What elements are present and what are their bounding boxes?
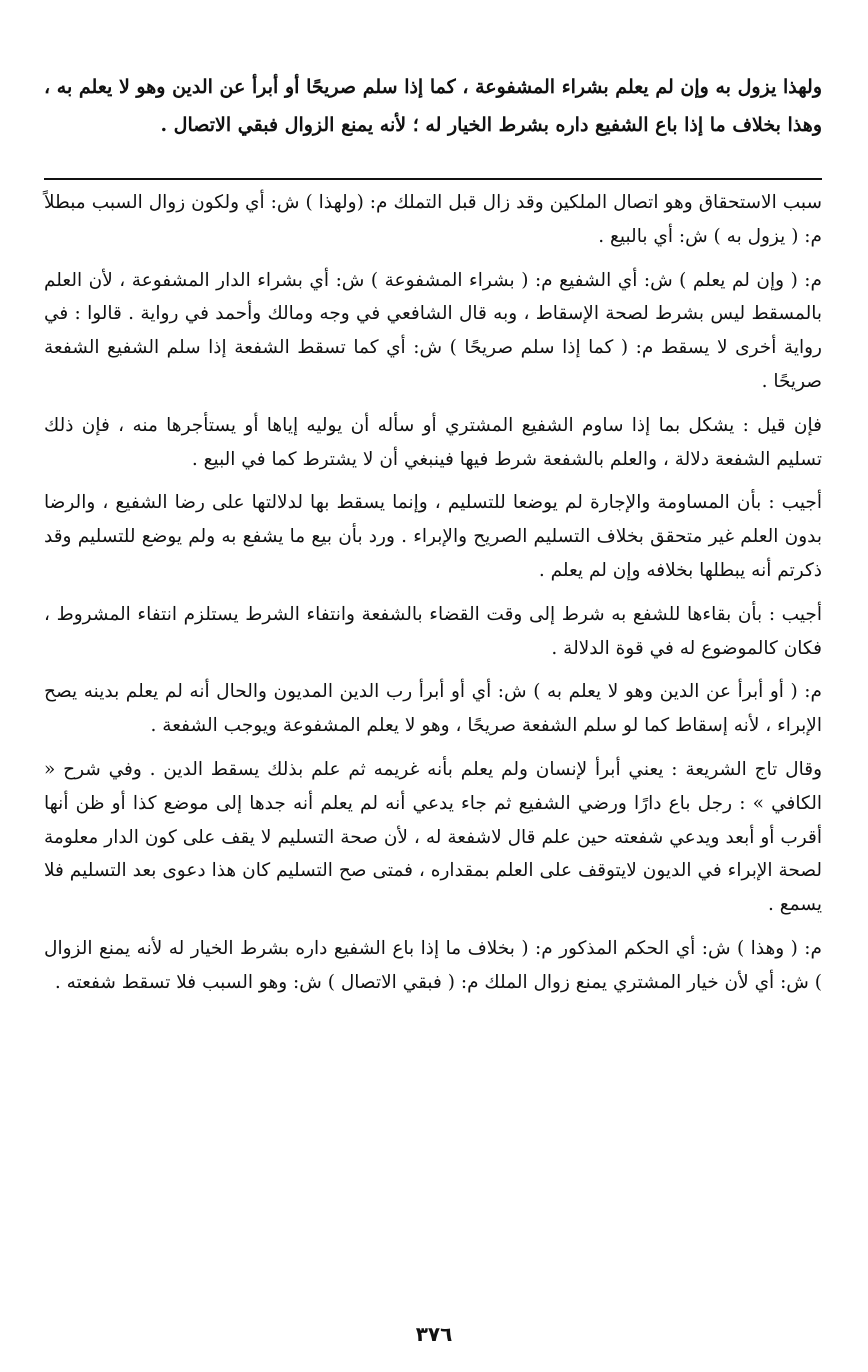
commentary-paragraph: م: ( وهذا ) ش: أي الحكم المذكور م: ( بخلاف ما إذا باع الشفيع داره بشرط الخيار له لأنه يمنع الزوال ) ش: أي لأن خيار المشتري يمنع زوال الملك م: ( فبقي الاتصال ) ش: وهو السبب فلا تسقط شفعته . bbox=[44, 937, 822, 993]
separator-rule bbox=[44, 178, 822, 180]
commentary-paragraph: سبب الاستحقاق وهو اتصال الملكين وقد زال قبل التملك م: (ولهذا ) ش: أي ولكون زوال السبب مبطلاً م: ( يزول به ) ش: أي بالبيع . bbox=[44, 192, 822, 247]
commentary-paragraph: فإن قيل : يشكل بما إذا ساوم الشفيع المشتري أو سأله أن يوليه إياها أو يستأجرها منه ، فإن ذلك تسليم الشفعة دلالة ، والعلم بالشفعة شرط فيها فينبغي أن لا يشترط كما في البيع . bbox=[44, 414, 822, 470]
page-number: ٣٧٦ bbox=[415, 1322, 453, 1346]
matn-text: ولهذا يزول به وإن لم يعلم بشراء المشفوعة ، كما إذا سلم صريحًا أو أبرأ عن الدين وهو لا يعلم به ، وهذا بخلاف ما إذا باع الشفيع داره بشرط الخيار له ؛ لأنه يمنع الزوال فبقي الاتصال . bbox=[44, 76, 822, 136]
commentary-paragraph: أجيب : بأن بقاءها للشفع به شرط إلى وقت القضاء بالشفعة وانتفاء الشرط يستلزم انتفاء المشروط ، فكان كالموضوع له في قوة الدلالة . bbox=[44, 603, 822, 659]
commentary-paragraph: أجيب : بأن المساومة والإجارة لم يوضعا للتسليم ، وإنما يسقط بها لدلالتها على رضا الشفيع ، والرضا بدون العلم غير متحقق بخلاف التسليم الصريح والإبراء . ورد بأن بيع ما يشفع به ولم يوضع للتسليم وقد ذكرتم أنه يبطلها بخلافه وإن لم يعلم . bbox=[44, 492, 822, 581]
commentary-paragraph: م: ( وإن لم يعلم ) ش: أي الشفيع م: ( بشراء المشفوعة ) ش: أي بشراء الدار المشفوعة ، لأن العلم بالمسقط ليس بشرط لصحة الإسقاط ، وبه قال الشافعي في وجه ومالك وأحمد في رواية . قالوا : في رواية أخرى لا يسقط م: ( كما إذا سلم صريحًا ) ش: أي كما تسقط الشفعة إذا سلم الشفيع الشفعة صريحًا . bbox=[44, 269, 822, 392]
page-body bbox=[44, 68, 822, 1010]
commentary bbox=[44, 186, 822, 1000]
commentary-paragraph: م: ( أو أبرأ عن الدين وهو لا يعلم به ) ش: أي أو أبرأ رب الدين المديون والحال أنه لم يعلم بدينه يصح الإبراء ، لأنه إسقاط كما لو سلم الشفعة صريحًا ، وهو لا يعلم المشفوعة ويوجب الشفعة . bbox=[44, 681, 822, 737]
commentary-paragraph: وقال تاج الشريعة : يعني أبرأ لإنسان ولم يعلم بأنه غريمه ثم علم بذلك يسقط الدين . وفي شرح « الكافي » : رجل باع دارًا ورضي الشفيع ثم جاء يدعي أنه لم يعلم أنه جدها إلى موضع كذا أو ظن أنها أقرب أو أبعد ويدعي شفعته حين علم قال لاشفعة له ، لأن صحة التسليم لا يقف على كون الدار معلومة لصحة الإبراء في الديون لايتوقف على العلم بمقداره ، فمتى صح التسليم كان هذا دعوى بعد التسليم فلا يسمع . bbox=[44, 758, 822, 916]
